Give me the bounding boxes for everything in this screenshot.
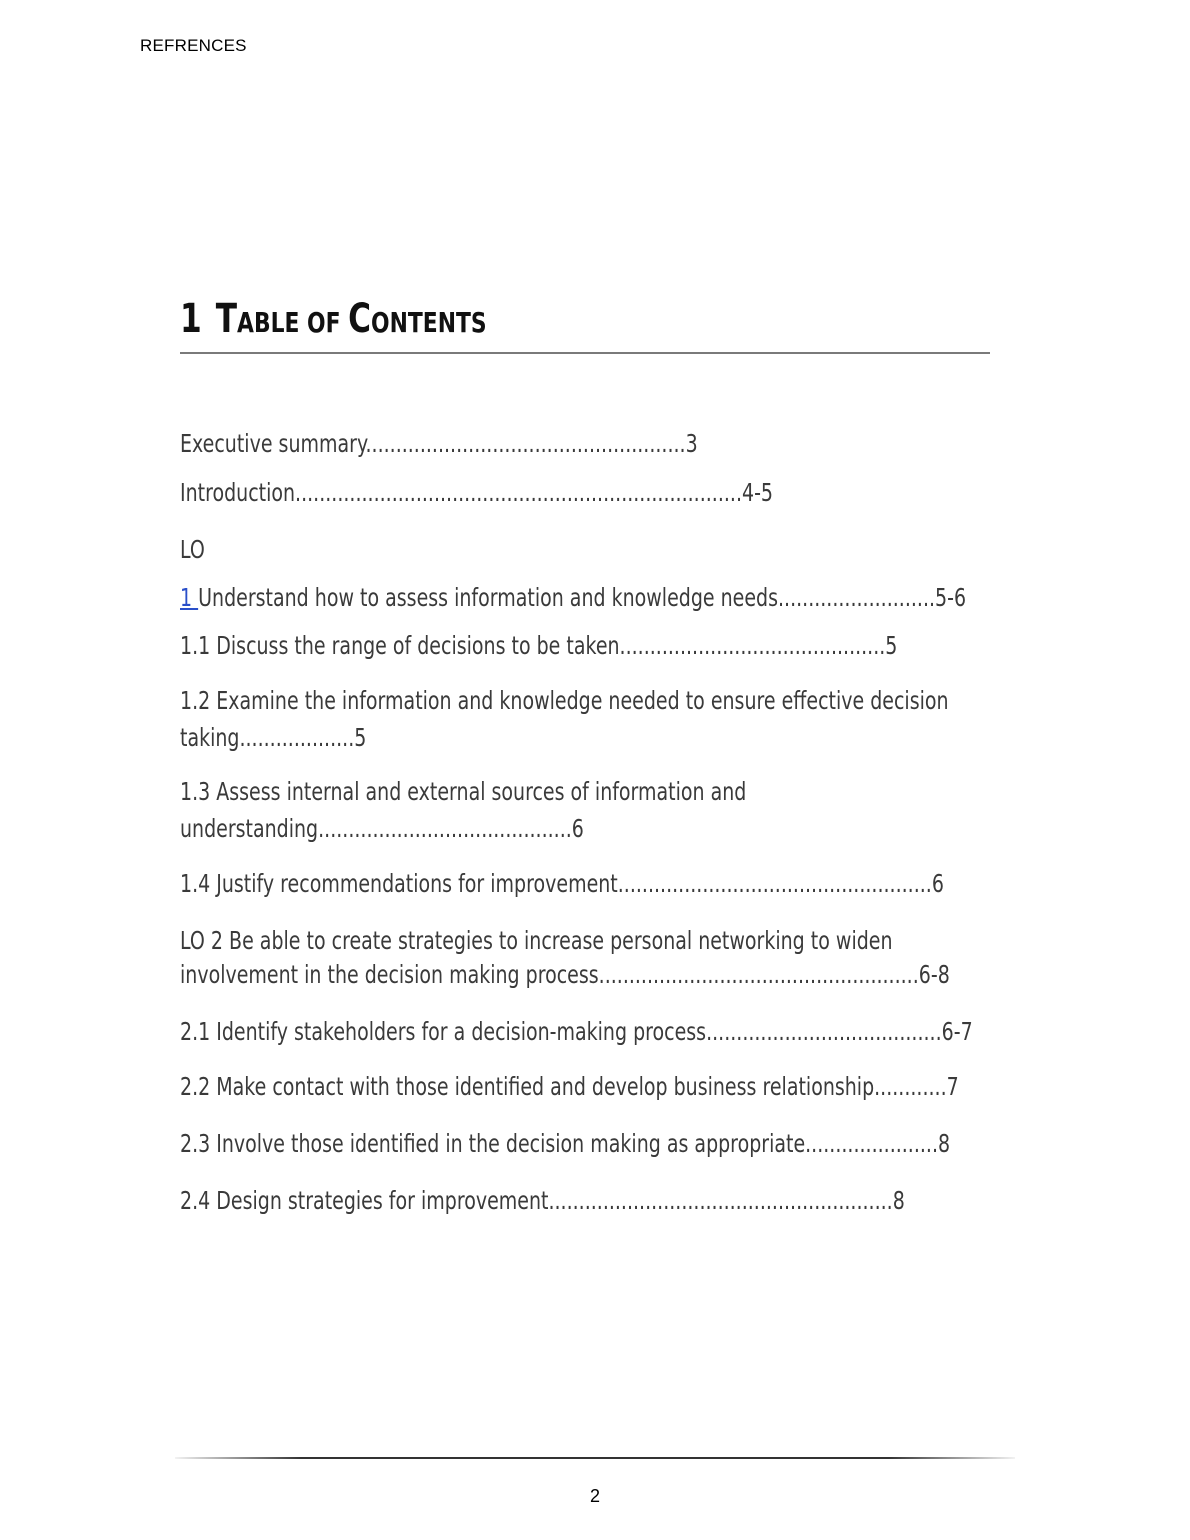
heading-rule — [180, 352, 990, 354]
toc-entry-1-2-line1[interactable]: 1.2 Examine the information and knowledge needed to ensure effective decision — [180, 686, 949, 715]
page-number: 2 — [589, 1486, 600, 1506]
heading-number: 1 — [180, 296, 202, 342]
lo1-text: Understand how to assess information and knowledge needs..........................5-6 — [198, 583, 967, 612]
heading-part-ontents: ONTENTS — [371, 306, 487, 339]
toc-entry-lo2-line2[interactable]: involvement in the decision making process.....................................................6-8 — [180, 960, 950, 989]
toc-entry-1-3-line2[interactable]: understanding..........................................6 — [180, 814, 584, 843]
toc-entry-1-2-line2[interactable]: taking...................5 — [180, 723, 367, 752]
toc-entry-2-3[interactable]: 2.3 Involve those identified in the decision making as appropriate......................8 — [180, 1129, 951, 1158]
lo1-link-number[interactable]: 1 — [180, 583, 199, 612]
toc-entry-lo2-line1[interactable]: LO 2 Be able to create strategies to increase personal networking to widen — [180, 926, 893, 955]
heading-part-t: T — [215, 296, 238, 342]
page-header: REFRENCES — [140, 36, 247, 55]
toc-entry-1-4[interactable]: 1.4 Justify recommendations for improvement....................................................6 — [180, 869, 944, 898]
toc-entry-lo1[interactable] — [180, 580, 966, 616]
toc-entry-introduction[interactable]: Introduction..........................................................................4-5 — [180, 478, 774, 507]
heading-part-of: OF — [307, 306, 349, 339]
toc-entry-2-4[interactable]: 2.4 Design strategies for improvement.........................................................8 — [180, 1186, 905, 1215]
toc-entry-1-3-line1[interactable]: 1.3 Assess internal and external sources of information and — [180, 777, 747, 806]
toc-heading — [180, 296, 812, 342]
toc-entry-1-1[interactable]: 1.1 Discuss the range of decisions to be taken............................................5 — [180, 631, 898, 660]
heading-part-able: ABLE — [237, 306, 308, 339]
heading-part-c: C — [348, 296, 372, 342]
toc-entry-2-1[interactable]: 2.1 Identify stakeholders for a decision-making process.......................................6-7 — [180, 1017, 973, 1046]
toc-entry-lo: LO — [180, 535, 205, 564]
footer-rule — [175, 1457, 1015, 1459]
toc-entry-executive-summary[interactable]: Executive summary.....................................................3 — [180, 429, 698, 458]
toc-entry-2-2[interactable]: 2.2 Make contact with those identified and develop business relationship............7 — [180, 1072, 959, 1101]
